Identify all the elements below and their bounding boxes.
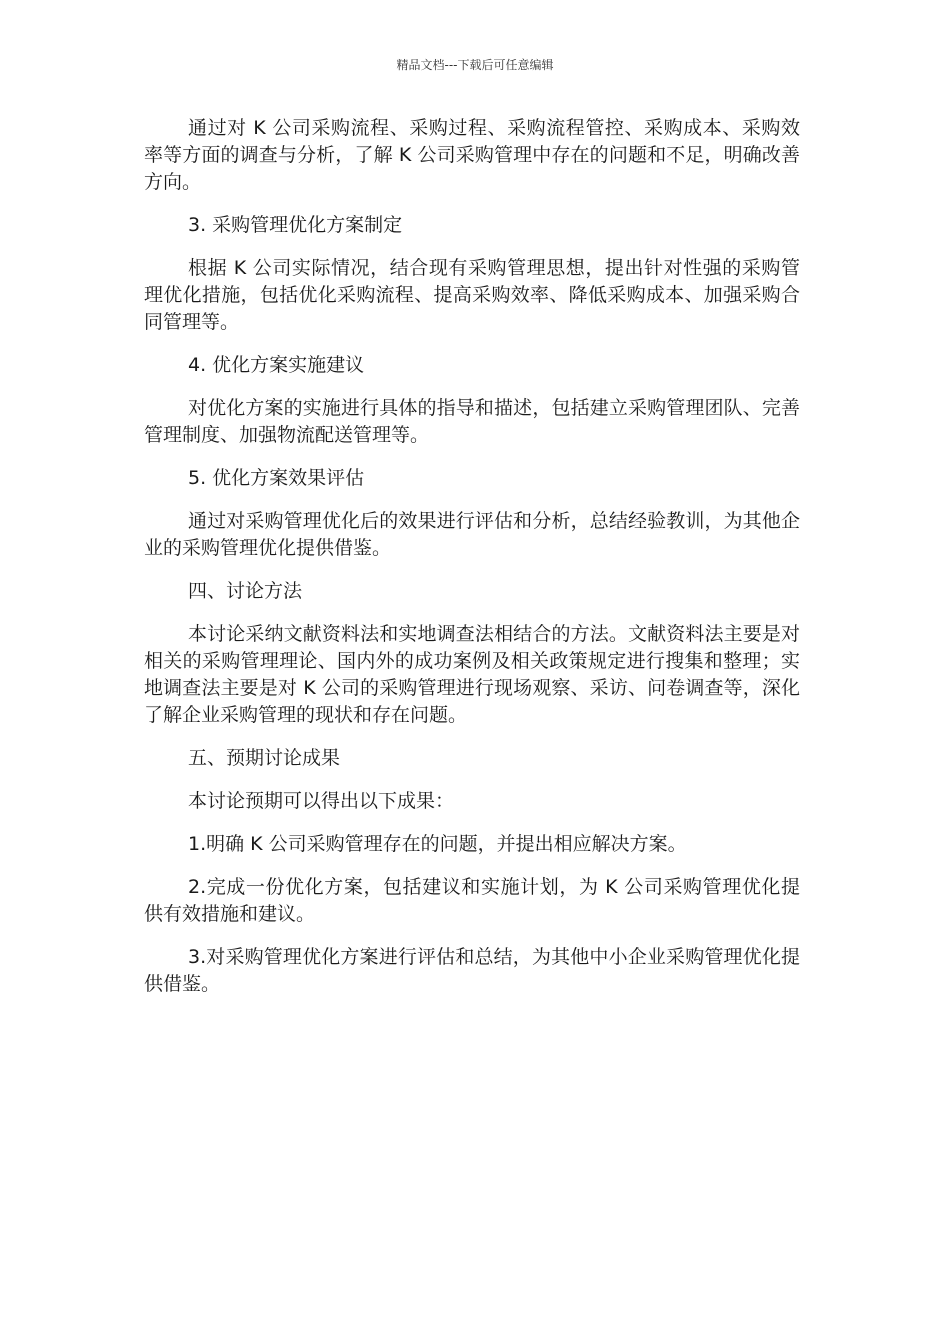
paragraph-survey-analysis: 通过对 K 公司采购流程、采购过程、采购流程管控、采购成本、采购效率等方面的调查与分析，了解 K 公司采购管理中存在的问题和不足，明确改善方向。	[144, 117, 800, 193]
page-header: 精品文档---下载后可任意编辑	[396, 58, 554, 72]
list-item-outcome-2: 2.完成一份优化方案，包括建议和实施计划，为 K 公司采购管理优化提供有效措施和建议。	[144, 876, 800, 925]
paragraph-plan: 根据 K 公司实际情况，结合现有采购管理思想，提出针对性强的采购管理优化措施，包括优化采购流程、提高采购效率、降低采购成本、加强采购合同管理等。	[144, 257, 800, 333]
section-heading-plan: 3. 采购管理优化方案制定	[188, 214, 403, 236]
list-item-outcome-1: 1.明确 K 公司采购管理存在的问题，并提出相应解决方案。	[188, 833, 687, 855]
section-heading-implementation: 4. 优化方案实施建议	[188, 354, 365, 376]
paragraph-implementation: 对优化方案的实施进行具体的指导和描述，包括建立采购管理团队、完善管理制度、加强物流配送管理等。	[144, 397, 800, 446]
list-item-outcome-3: 3.对采购管理优化方案进行评估和总结，为其他中小企业采购管理优化提供借鉴。	[144, 946, 800, 995]
paragraph-outcomes-intro: 本讨论预期可以得出以下成果：	[188, 790, 455, 812]
document-body	[144, 115, 800, 1014]
paragraph-methods: 本讨论采纳文献资料法和实地调查法相结合的方法。文献资料法主要是对相关的采购管理理论、国内外的成功案例及相关政策规定进行搜集和整理；实地调查法主要是对 K 公司的采购管理进行现场观察、采访、问卷调查等，深化了解企业采购管理的现状和存在问题。	[144, 623, 800, 726]
section-heading-evaluation: 5. 优化方案效果评估	[188, 467, 365, 489]
section-heading-methods: 四、讨论方法	[188, 580, 303, 602]
paragraph-evaluation: 通过对采购管理优化后的效果进行评估和分析，总结经验教训，为其他企业的采购管理优化提供借鉴。	[144, 510, 800, 559]
section-heading-outcomes: 五、预期讨论成果	[188, 747, 341, 769]
